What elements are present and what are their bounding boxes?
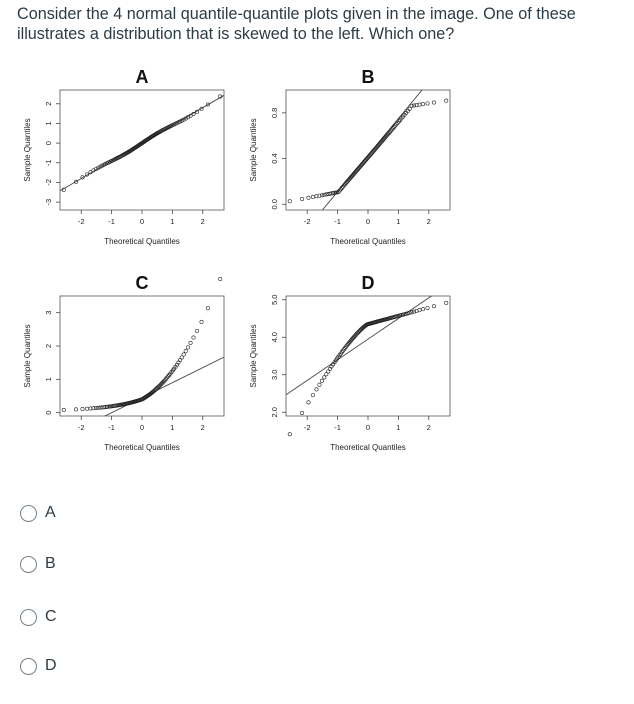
qq-point	[219, 277, 222, 280]
radio-b[interactable]	[20, 556, 37, 573]
y-tick-label: 2	[44, 343, 53, 349]
x-tick-label: 0	[365, 423, 371, 432]
qq-point	[307, 196, 310, 199]
qq-point	[182, 353, 185, 356]
plot-frame	[60, 90, 224, 210]
x-tick-label: 0	[365, 217, 371, 226]
radio-c[interactable]	[20, 609, 37, 626]
x-tick-label: 1	[170, 423, 175, 432]
qq-point	[315, 388, 318, 391]
x-axis-label: Theoretical Quantiles	[330, 443, 406, 452]
y-axis-label: Sample Quantiles	[249, 324, 258, 388]
qq-point	[195, 329, 198, 332]
x-axis-label: Theoretical Quantiles	[330, 237, 406, 246]
x-tick-label: -2	[77, 217, 85, 226]
qq-point	[410, 311, 413, 314]
qq-point	[288, 433, 291, 436]
qq-point	[300, 411, 303, 414]
x-tick-label: 2	[200, 217, 205, 226]
x-tick-label: -2	[303, 423, 311, 432]
qq-point	[288, 200, 291, 203]
y-tick-label: 2	[44, 101, 53, 106]
y-axis-label: Sample Quantiles	[23, 118, 32, 182]
y-tick-label: 0	[44, 410, 53, 415]
x-tick-label: -2	[303, 217, 311, 226]
qq-point	[186, 346, 189, 349]
qq-point	[445, 301, 448, 304]
qq-point	[307, 401, 310, 404]
qq-point	[311, 393, 314, 396]
choice-b[interactable]	[20, 555, 56, 573]
x-axis-label: Theoretical Quantiles	[104, 443, 180, 452]
qq-panel-a	[23, 67, 224, 246]
qq-point	[432, 101, 435, 104]
x-tick-label: 2	[426, 217, 431, 226]
x-tick-label: -1	[108, 217, 115, 226]
qq-panel-d	[249, 273, 450, 452]
qq-plots-figure	[0, 67, 480, 470]
y-axis-label: Sample Quantiles	[249, 118, 258, 182]
x-tick-label: 1	[170, 217, 175, 226]
qq-point	[318, 383, 321, 386]
x-tick-label: 0	[139, 423, 145, 432]
y-tick-label: 5.0	[270, 294, 279, 305]
x-axis-label: Theoretical Quantiles	[104, 237, 180, 246]
qq-panel-b	[249, 56, 450, 253]
x-tick-label: 2	[200, 423, 205, 432]
qq-point	[421, 102, 424, 105]
reference-line	[286, 283, 450, 394]
x-tick-label: -1	[334, 423, 341, 432]
panel-title-b: B	[361, 67, 375, 87]
y-tick-label: -2	[44, 179, 53, 186]
qq-point	[311, 195, 314, 198]
choice-a-label: A	[45, 504, 56, 521]
x-tick-label: -1	[334, 217, 341, 226]
choice-b-label: B	[45, 555, 56, 572]
qq-point	[184, 349, 187, 352]
y-tick-label: 1	[44, 121, 53, 126]
qq-point	[85, 407, 88, 410]
plot-frame	[286, 296, 450, 416]
y-tick-label: 3	[44, 310, 53, 315]
x-tick-label: 1	[396, 217, 401, 226]
x-tick-label: 2	[426, 423, 431, 432]
y-axis-label: Sample Quantiles	[23, 324, 32, 388]
qq-point	[323, 376, 326, 379]
qq-point	[206, 307, 209, 310]
choice-d-label: D	[45, 657, 57, 674]
radio-a[interactable]	[20, 505, 37, 522]
qq-point	[192, 336, 195, 339]
y-tick-label: 0.0	[270, 199, 279, 210]
choice-c-label: C	[45, 608, 57, 625]
qq-point	[300, 197, 303, 200]
panel-title-c: C	[135, 273, 149, 293]
y-tick-label: 4.0	[270, 332, 279, 343]
qq-plots-svg	[0, 67, 480, 470]
qq-point	[426, 102, 429, 105]
qq-panel-c	[23, 273, 224, 452]
qq-point	[62, 408, 65, 411]
y-tick-label: -3	[44, 198, 53, 206]
y-tick-label: 0	[44, 141, 53, 146]
y-tick-label: 0.8	[270, 107, 279, 119]
question-text: Consider the 4 normal quantile-quantile plots given in the image. One of these illustrates a distribution that is skewed to the left. Which one?	[17, 5, 576, 43]
choice-c[interactable]	[20, 608, 57, 626]
panel-title-a: A	[135, 67, 149, 87]
panel-title-d: D	[361, 273, 375, 293]
plot-frame	[286, 90, 450, 210]
qq-point	[320, 379, 323, 382]
qq-point	[189, 341, 192, 344]
qq-point	[421, 307, 424, 310]
y-tick-label: 1	[44, 377, 53, 382]
y-tick-label: 2.0	[270, 407, 279, 418]
y-tick-label: 0.4	[270, 153, 279, 164]
qq-point	[432, 305, 435, 308]
qq-point	[445, 99, 448, 102]
choice-a[interactable]	[20, 504, 56, 522]
x-tick-label: 0	[139, 217, 145, 226]
x-tick-label: 1	[396, 423, 401, 432]
qq-point	[426, 306, 429, 309]
qq-point	[81, 407, 84, 410]
x-tick-label: -2	[77, 423, 85, 432]
x-tick-label: -1	[108, 423, 115, 432]
y-tick-label: 3.0	[270, 369, 279, 380]
radio-d[interactable]	[20, 658, 37, 675]
reference-line	[60, 95, 224, 191]
choice-d[interactable]	[20, 657, 57, 675]
y-tick-label: -1	[44, 159, 53, 167]
qq-point	[200, 320, 203, 323]
qq-point	[74, 408, 77, 411]
